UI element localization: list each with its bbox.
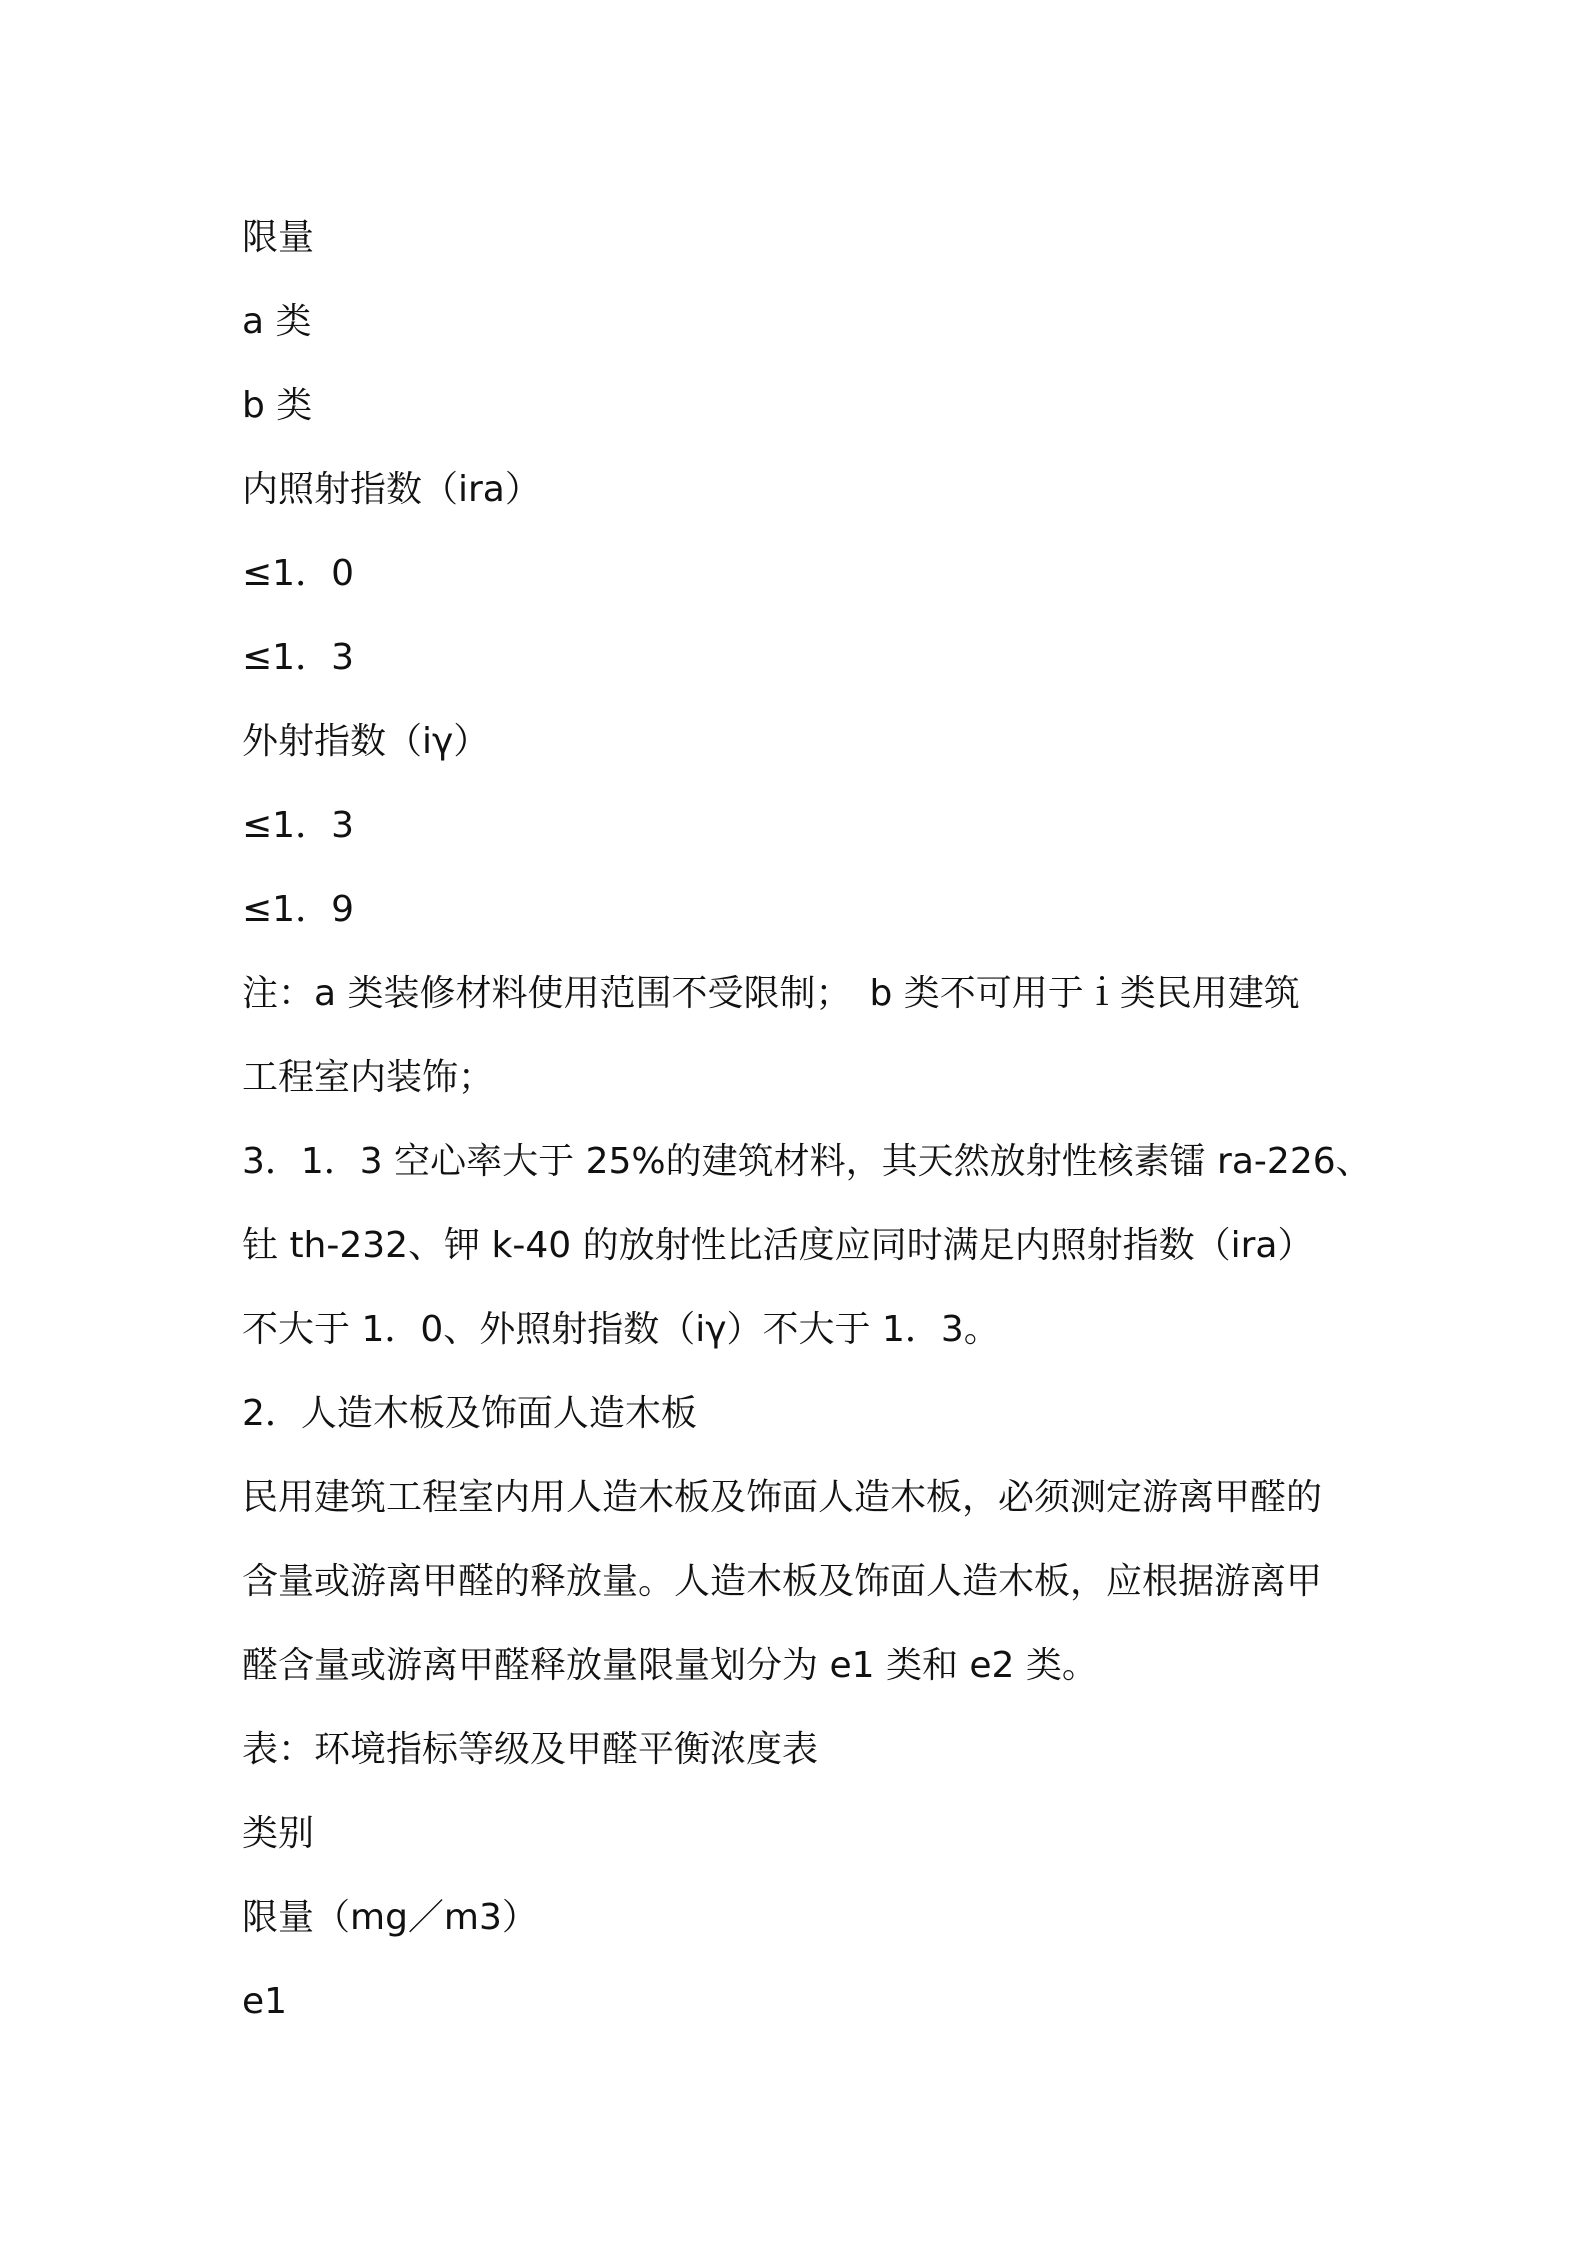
table-cell-e1: e1 (242, 1981, 288, 2022)
document-page (242, 196, 1392, 2044)
text-line-class-b: b 类 (242, 385, 313, 426)
text-line-limit: 限量 (242, 217, 315, 258)
text-line-internal-index: 内照射指数（ira） (242, 469, 541, 510)
text-line-value: ≤1．9 (242, 889, 354, 930)
text-line-value: ≤1．3 (242, 637, 354, 678)
text-line-paragraph: 3．1．3 空心率大于 25%的建筑材料，其天然放射性核素镭 ra-226、 (242, 1141, 1372, 1182)
table-header-limit: 限量（mg／m3） (242, 1897, 538, 1938)
text-line-paragraph: 钍 th-232、钾 k-40 的放射性比活度应同时满足内照射指数（ira） (242, 1225, 1314, 1266)
table-header-category: 类别 (242, 1813, 315, 1854)
text-line-value: ≤1．0 (242, 553, 354, 594)
text-line-value: ≤1．3 (242, 805, 354, 846)
text-line-class-a: a 类 (242, 301, 312, 342)
text-line-paragraph: 醛含量或游离甲醛释放量限量划分为 e1 类和 e2 类。 (242, 1645, 1098, 1686)
text-line-paragraph: 民用建筑工程室内用人造木板及饰面人造木板，必须测定游离甲醛的 (242, 1477, 1323, 1518)
text-line-paragraph: 不大于 1．0、外照射指数（iγ）不大于 1．3。 (242, 1309, 1000, 1350)
text-line-note: 注：a 类装修材料使用范围不受限制； b 类不可用于ｉ类民用建筑 (242, 973, 1300, 1014)
text-line-note: 工程室内装饰； (242, 1057, 495, 1098)
section-heading: 2．人造木板及饰面人造木板 (242, 1393, 697, 1434)
text-line-paragraph: 含量或游离甲醛的释放量。人造木板及饰面人造木板，应根据游离甲 (242, 1561, 1323, 1602)
table-caption: 表：环境指标等级及甲醛平衡浓度表 (242, 1729, 819, 1770)
text-line-external-index: 外射指数（iγ） (242, 721, 490, 762)
